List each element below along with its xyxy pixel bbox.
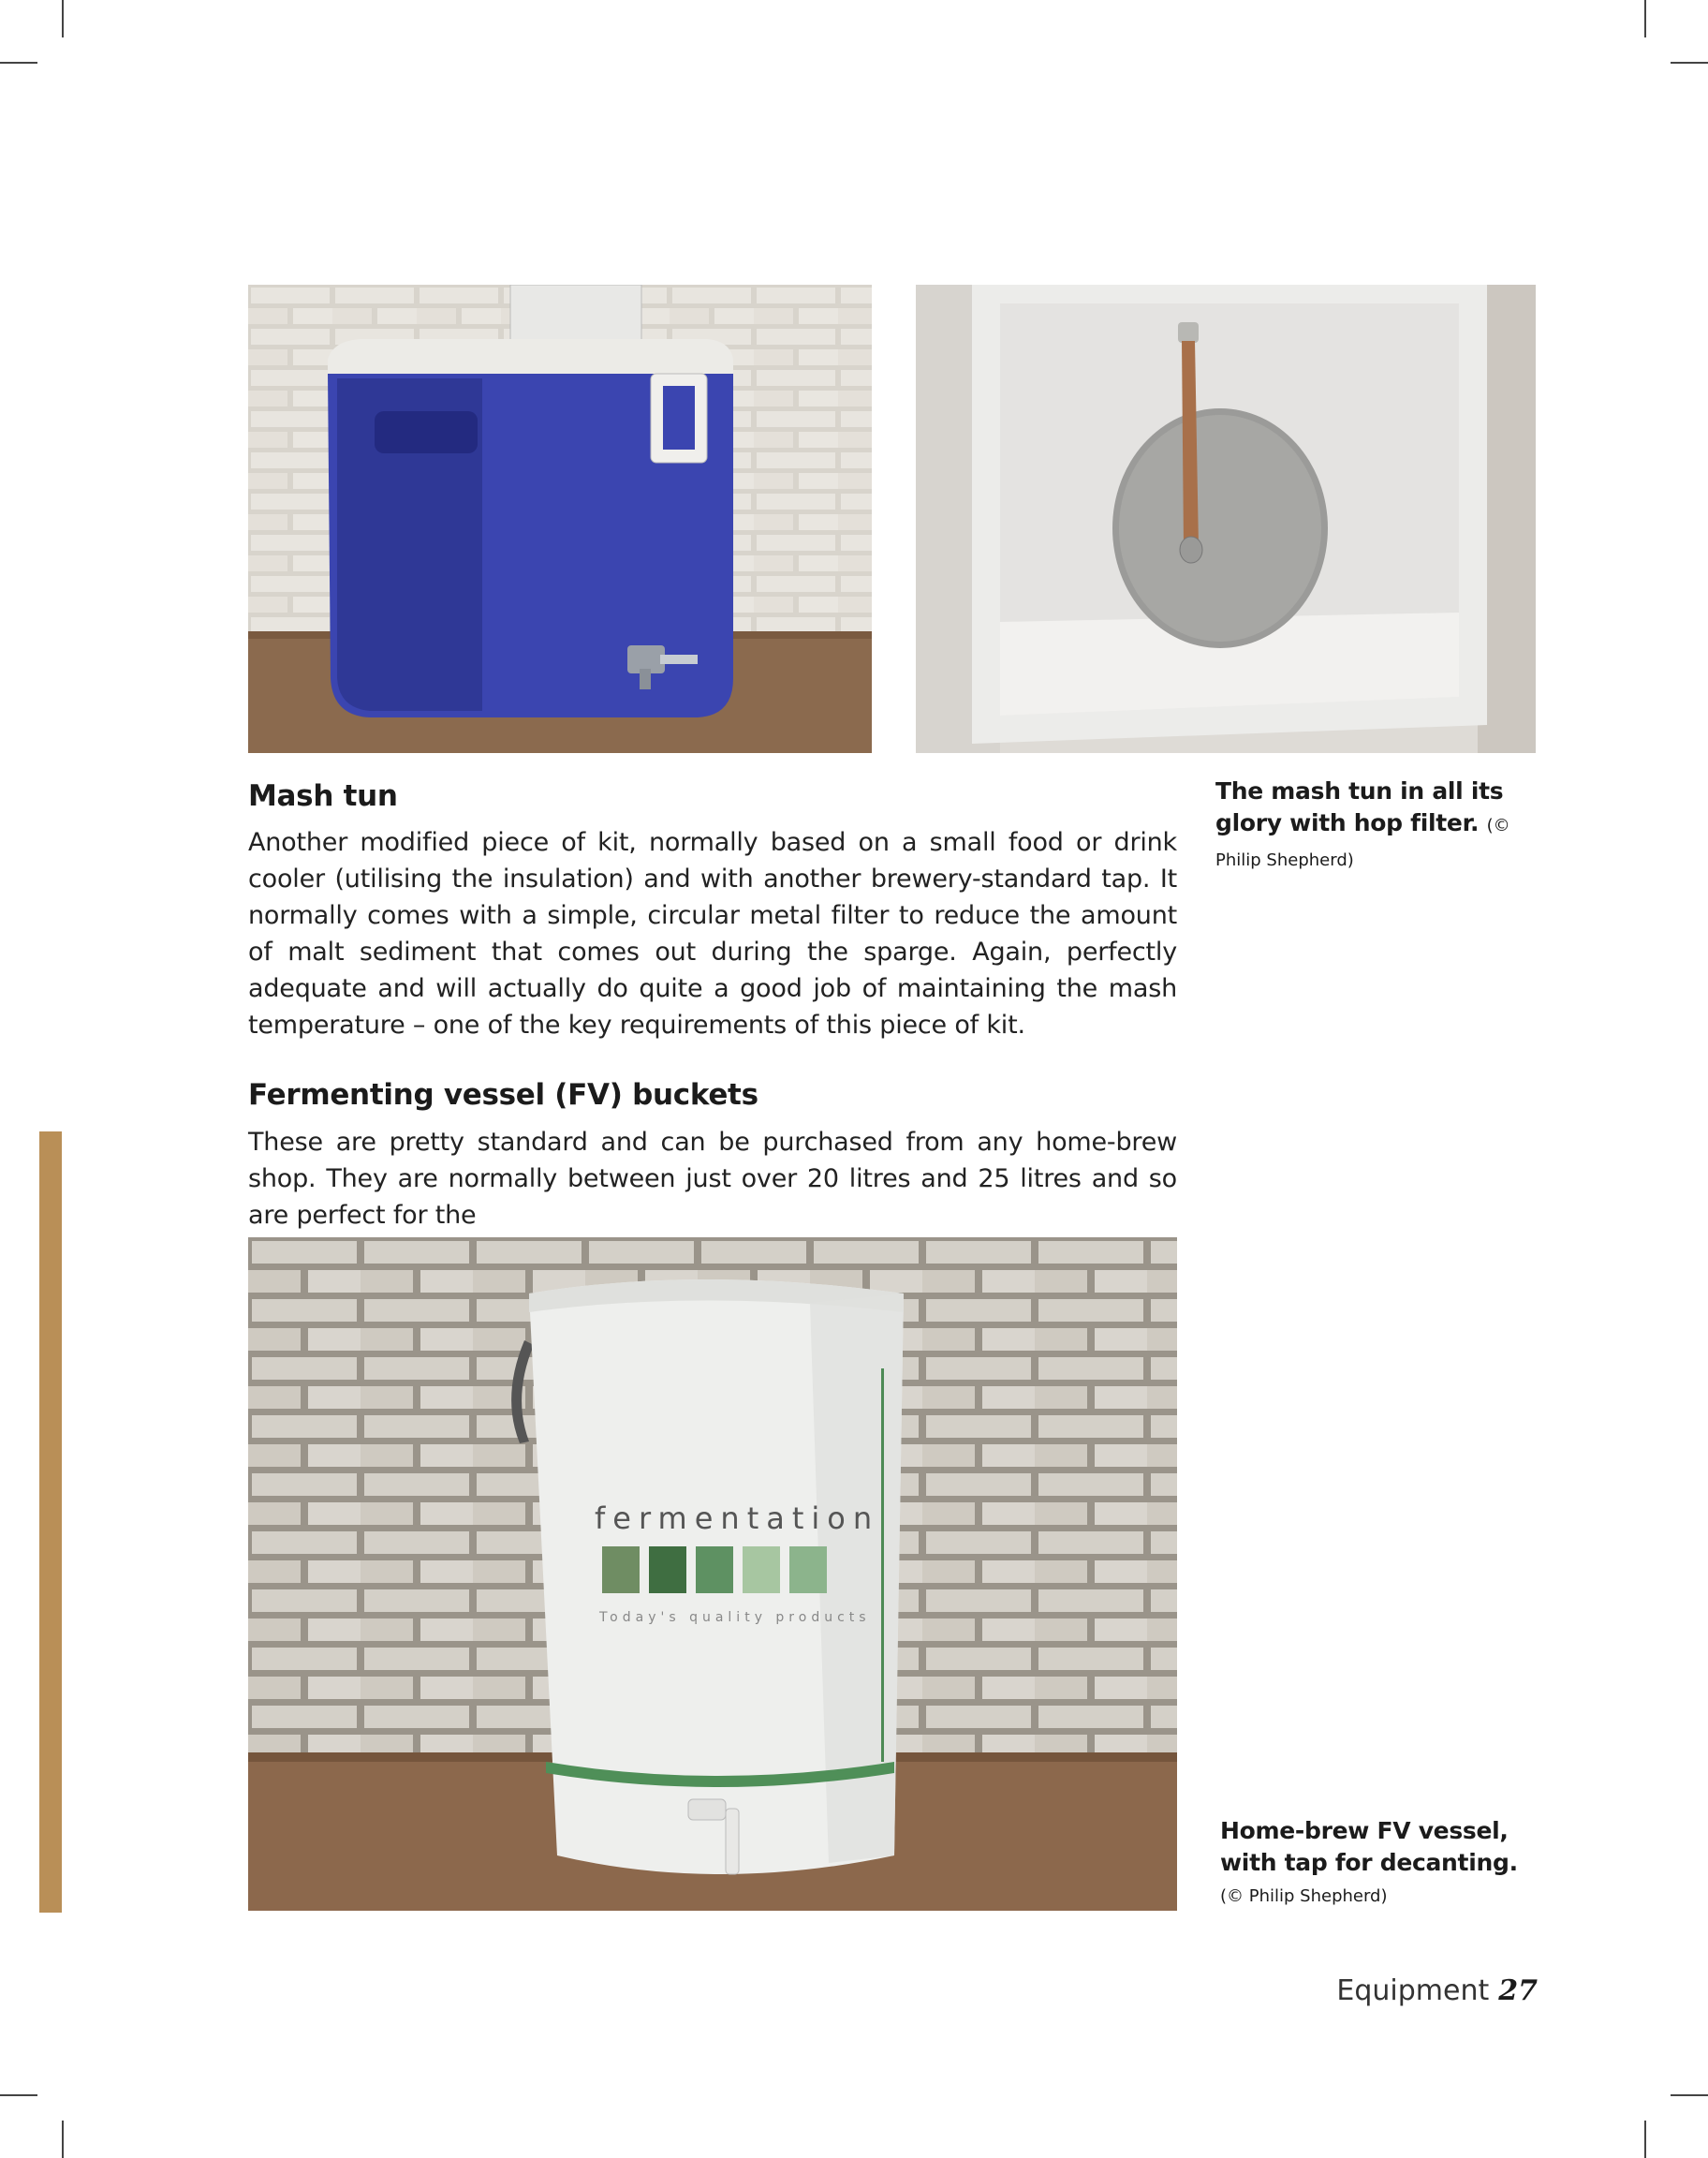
blue-cooler-photo-icon	[248, 285, 872, 753]
side-accent-bar	[39, 1131, 62, 1913]
bucket-label-text: fermentation	[595, 1500, 880, 1536]
heading-fermenting-vessel: Fermenting vessel (FV) buckets	[248, 1078, 758, 1112]
caption-mash-tun	[1215, 776, 1553, 877]
heading-mash-tun: Mash tun	[248, 779, 398, 813]
crop-mark	[1644, 2121, 1646, 2158]
caption-credit: (© Philip Shepherd)	[1215, 816, 1510, 870]
crop-mark	[62, 2121, 64, 2158]
crop-mark	[62, 0, 64, 37]
crop-mark	[1671, 62, 1708, 64]
body-mash-tun: Another modified piece of kit, normally based on a small food or drink cooler (utilising the insulation) and with another brewery-standard tap. It normally comes with a simple, circular metal filter to reduce the amount of malt sediment that comes out during the sparge. Again, perfectly adequate and will actually do quite a good job of maintaining the mash temperature – one of the key requirements of this piece of kit.	[248, 828, 1177, 1040]
caption-credit: (© Philip Shepherd)	[1220, 1886, 1388, 1906]
mash-tun-interior-photo	[916, 285, 1536, 753]
fermenting-bucket-photo	[248, 1237, 1177, 1911]
page-footer	[1336, 1974, 1538, 2007]
bucket-tagline-text: Today's quality products	[599, 1610, 871, 1625]
mash-tun-filter-photo-icon	[916, 285, 1536, 753]
page-number: 27	[1498, 1974, 1538, 2007]
crop-mark	[0, 2094, 37, 2096]
footer-section: Equipment	[1336, 1974, 1490, 2007]
caption-main: The mash tun in all its glory with hop filter.	[1215, 777, 1504, 836]
mash-tun-cooler-photo	[248, 285, 872, 753]
fv-bucket-photo-icon	[248, 1237, 1177, 1911]
crop-mark	[1671, 2094, 1708, 2096]
crop-mark	[0, 62, 37, 64]
caption-fv-vessel	[1220, 1815, 1539, 1913]
crop-mark	[1644, 0, 1646, 37]
caption-main: Home-brew FV vessel, with tap for decanting.	[1220, 1817, 1518, 1876]
body-fermenting-vessel: These are pretty standard and can be purchased from any home-brew shop. They are normally between just over 20 litres and 25 litres and so are perfect for the	[248, 1128, 1177, 1230]
